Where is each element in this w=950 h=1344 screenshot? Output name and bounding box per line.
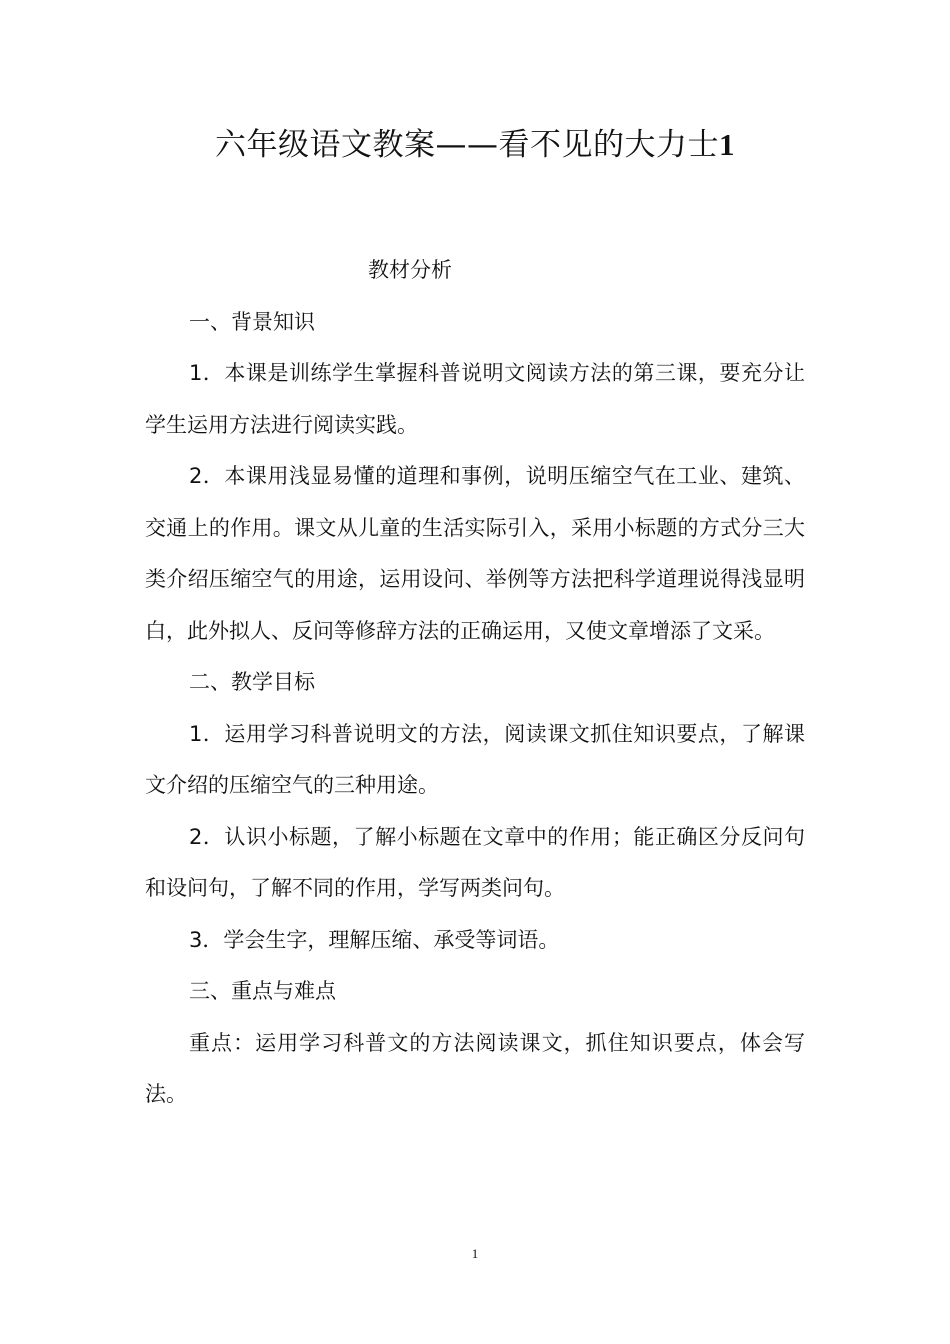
title-text: 六年级语文教案——看不见的大力士 xyxy=(215,127,719,163)
title-number: 1 xyxy=(719,127,735,162)
paragraph-heading-background: 一、背景知识 xyxy=(189,309,315,334)
paragraph: 2．本课用浅显易懂的道理和事例，说明压缩空气在工业、建筑、交通上的作用。课文从儿童的生活实际引入，采用小标题的方式分三大类介绍压缩空气的用途，运用设问、举例等方法把科学道理说得浅显明白，此外拟人、反问等修辞方法的正确运用，又使文章增添了文采。 xyxy=(145,464,805,643)
document-title xyxy=(0,122,950,168)
paragraph-heading-goals: 二、教学目标 xyxy=(189,670,315,694)
page-number: 1 xyxy=(471,1246,479,1261)
paragraph: 3．学会生字，理解压缩、承受等词语。 xyxy=(189,927,560,952)
paragraph-heading-keypoints: 三、重点与难点 xyxy=(189,979,336,1003)
paragraph: 1．运用学习科普说明文的方法，阅读课文抓住知识要点，了解课文介绍的压缩空气的三种用途。 xyxy=(145,721,805,797)
section-heading: 教材分析 xyxy=(368,258,452,282)
paragraph: 1．本课是训练学生掌握科普说明文阅读方法的第三课，要充分让学生运用方法进行阅读实践。 xyxy=(145,361,805,437)
paragraph: 2．认识小标题，了解小标题在文章中的作用；能正确区分反问句和设问句，了解不同的作用，学写两类问句。 xyxy=(145,824,805,900)
paragraph: 重点：运用学习科普文的方法阅读课文，抓住知识要点，体会写法。 xyxy=(145,1030,805,1106)
document-body xyxy=(145,245,805,1121)
